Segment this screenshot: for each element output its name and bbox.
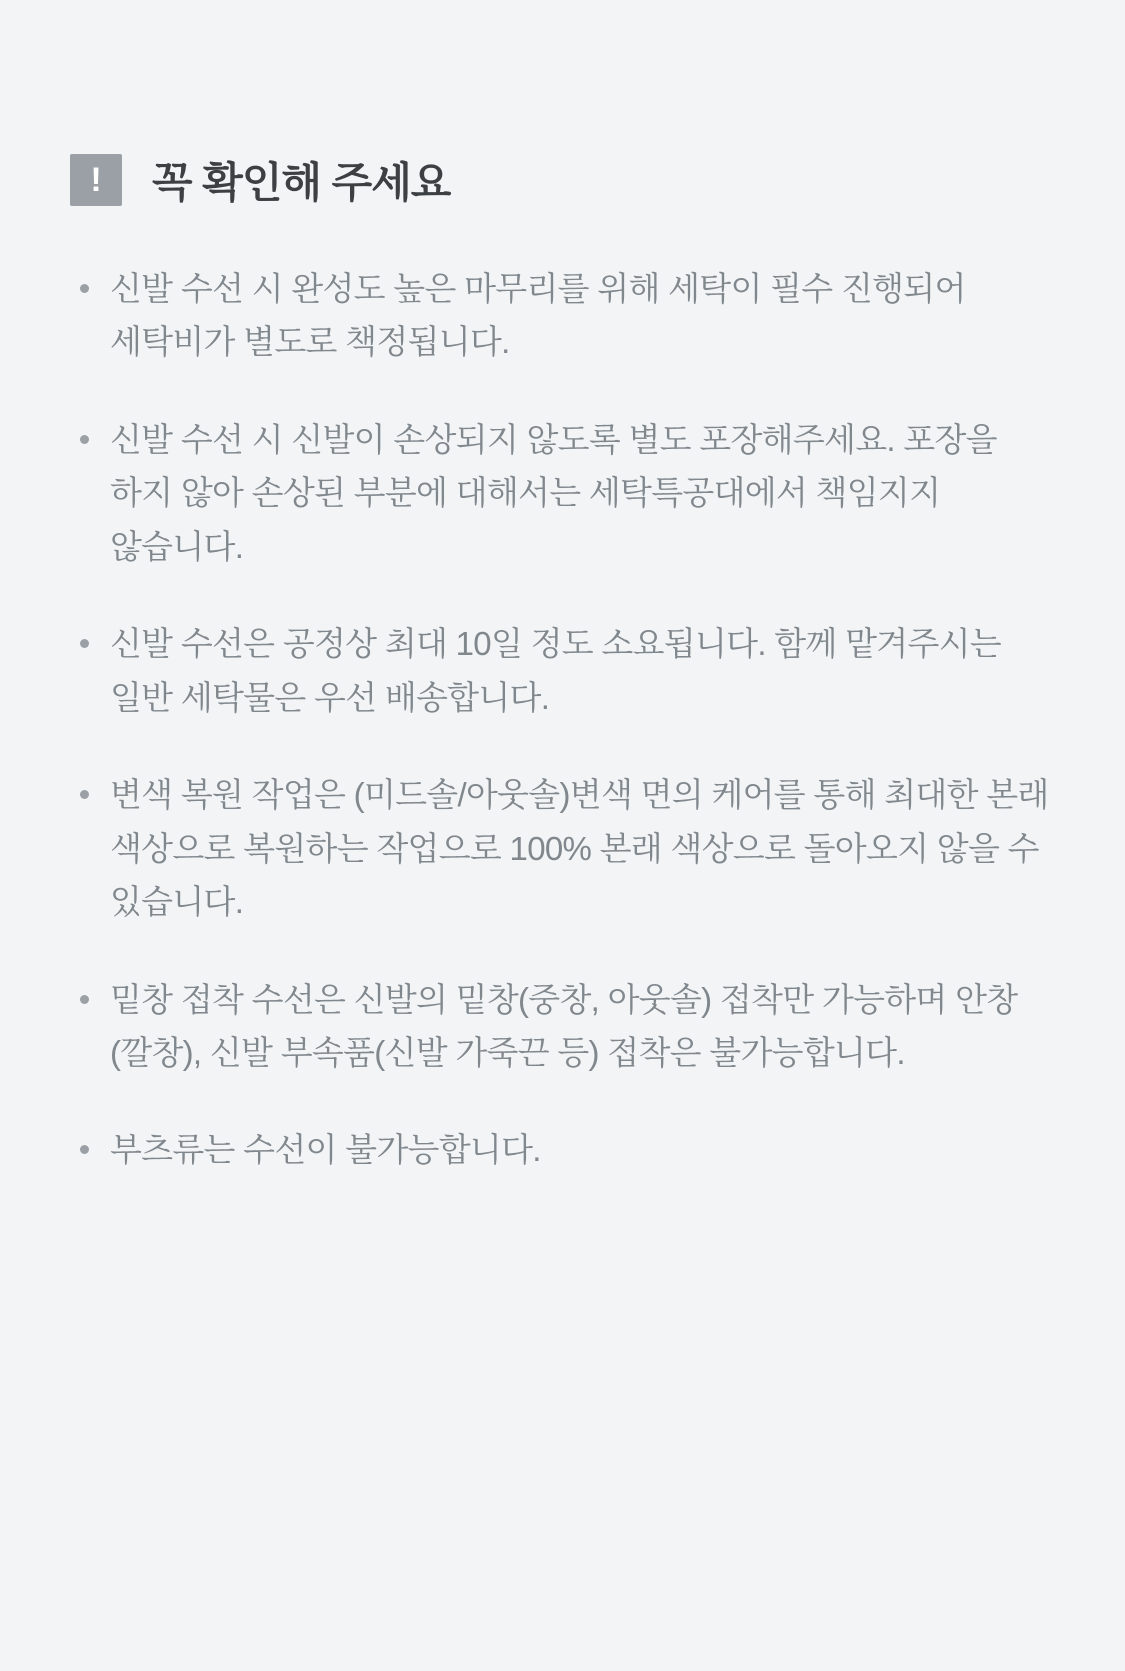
list-item: 신발 수선 시 신발이 손상되지 않도록 별도 포장해주세요. 포장을 하지 않아 손상된 부분에 대해서는 세탁특공대에서 책임지지 않습니다.: [62, 413, 1063, 573]
page-title: 꼭 확인해 주세요: [152, 159, 451, 206]
notice-header: [70, 150, 1063, 210]
list-item: 부츠류는 수선이 불가능합니다.: [62, 1123, 1063, 1176]
list-item: 신발 수선 시 완성도 높은 마무리를 위해 세탁이 필수 진행되어 세탁비가 별도로 책정됩니다.: [62, 262, 1063, 369]
list-item: 신발 수선은 공정상 최대 10일 정도 소요됩니다. 함께 맡겨주시는 일반 세탁물은 우선 배송합니다.: [62, 617, 1063, 724]
list-item: 변색 복원 작업은 (미드솔/아웃솔)변색 면의 케어를 통해 최대한 본래 색상으로 복원하는 작업으로 100% 본래 색상으로 돌아오지 않을 수 있습니다.: [62, 768, 1063, 928]
list-item: 밑창 접착 수선은 신발의 밑창(중창, 아웃솔) 접착만 가능하며 안창(깔창), 신발 부속품(신발 가죽끈 등) 접착은 불가능합니다.: [62, 973, 1063, 1080]
exclamation-icon: !: [70, 154, 122, 206]
notice-list: [62, 262, 1063, 1177]
